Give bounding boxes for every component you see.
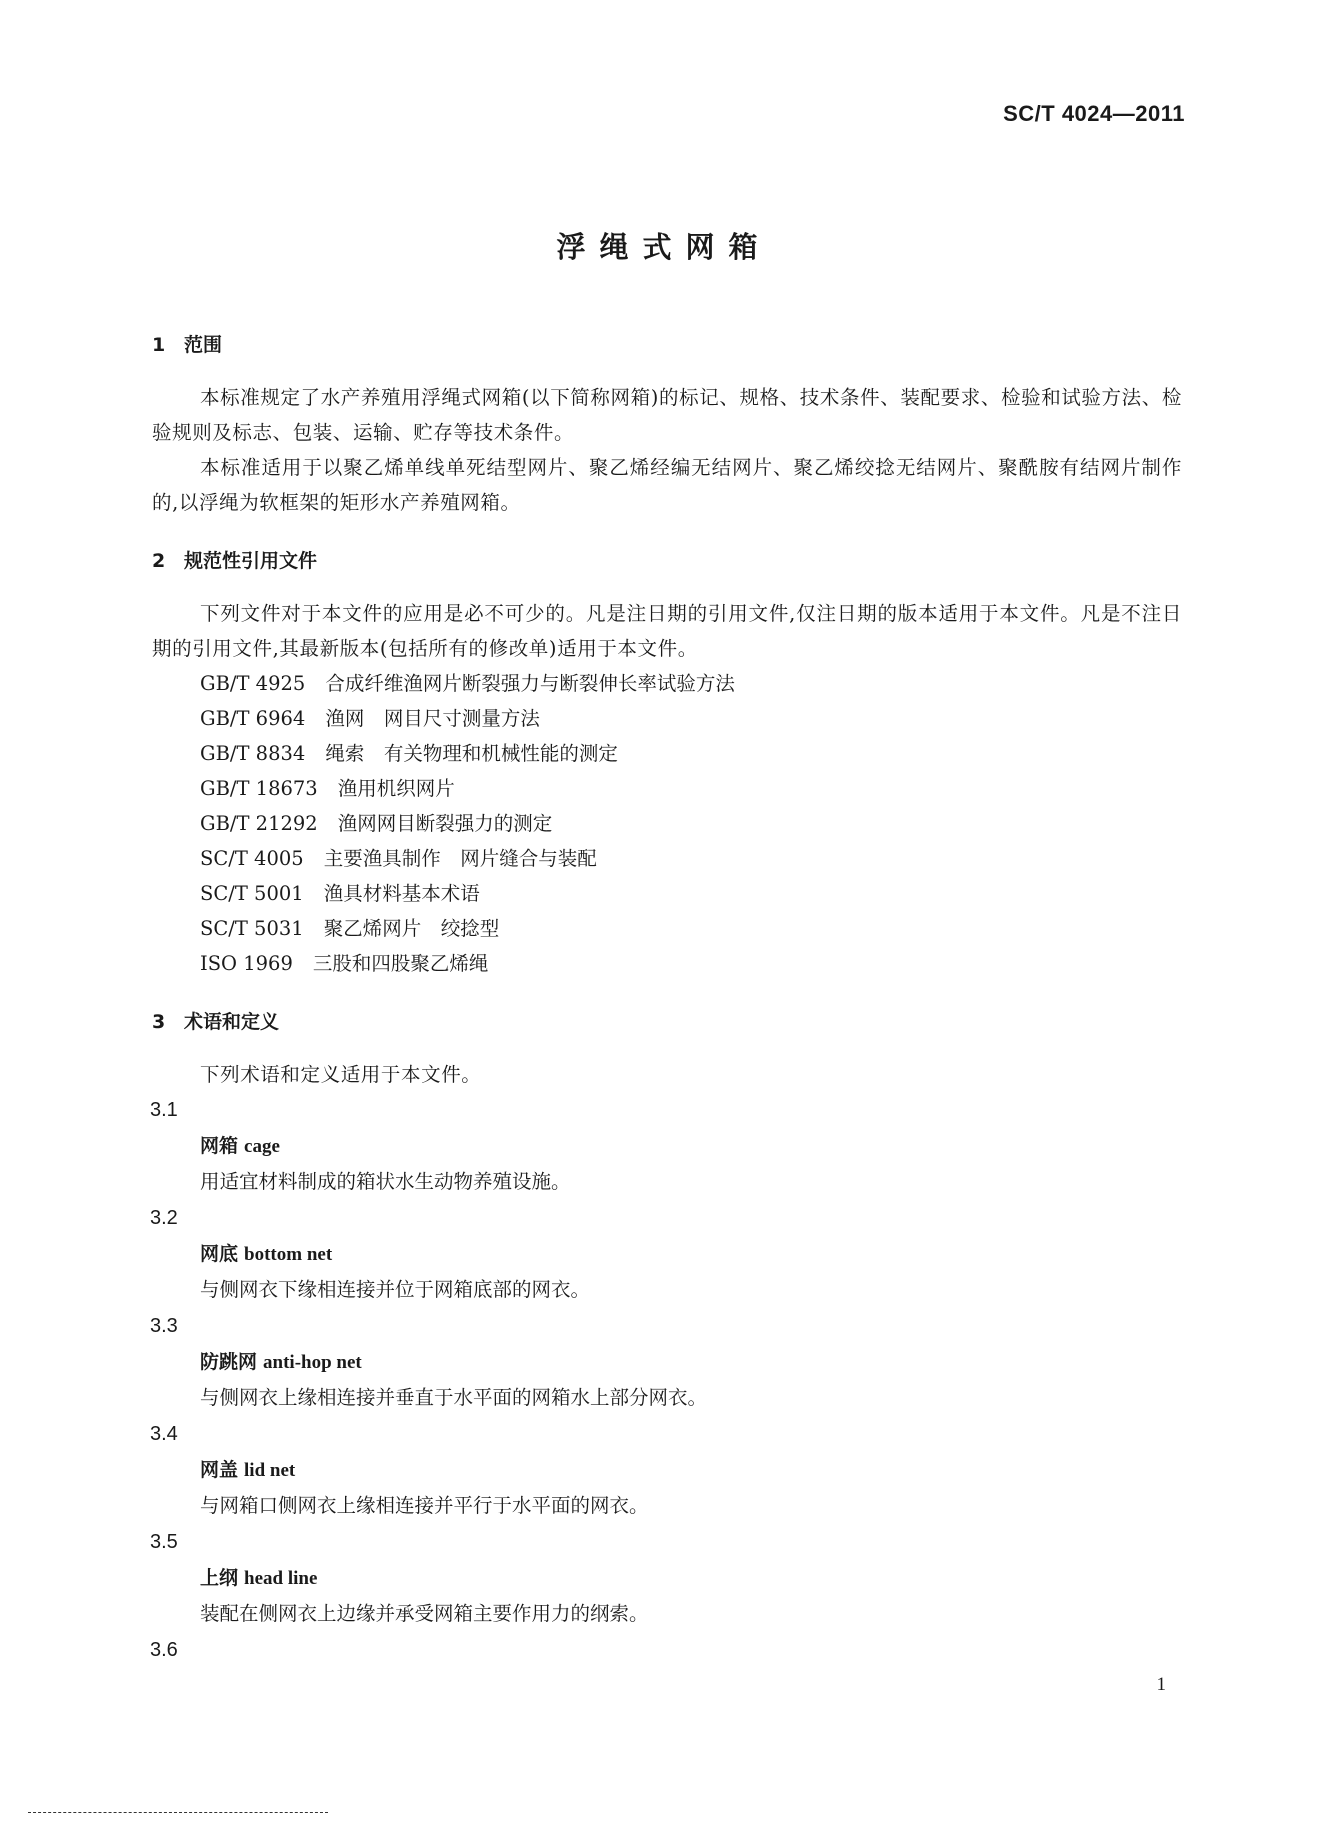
term-definition: 与侧网衣上缘相连接并垂直于水平面的网箱水上部分网衣。 (200, 1386, 708, 1409)
reference-title: 渔网 网目尺寸测量方法 (325, 707, 540, 730)
reference-item (200, 771, 1182, 806)
term-zh: 上纲 (200, 1567, 239, 1589)
footer-rule (28, 1812, 328, 1813)
reference-item (200, 841, 1182, 876)
term-number: 3.6 (150, 1639, 178, 1661)
term-name (200, 1344, 1182, 1380)
scope-paragraph: 本标准规定了水产养殖用浮绳式网箱(以下简称网箱)的标记、规格、技术条件、装配要求、检验和试验方法、检验规则及标志、包装、运输、贮存等技术条件。 (152, 386, 1182, 444)
term-name (200, 1128, 1182, 1164)
section-title: 范围 (184, 334, 223, 356)
term-entry (152, 1200, 1182, 1308)
term-en: anti-hop net (263, 1352, 362, 1373)
term-zh: 防跳网 (200, 1351, 258, 1373)
term-entry (152, 1092, 1182, 1200)
reference-item (200, 876, 1182, 911)
reference-item (200, 736, 1182, 771)
term-number: 3.2 (150, 1207, 178, 1229)
reference-code: GB/T 18673 (200, 777, 318, 800)
reference-item (200, 666, 1182, 701)
term-definition: 与网箱口侧网衣上缘相连接并平行于水平面的网衣。 (200, 1494, 649, 1517)
section-number: 1 (152, 334, 166, 356)
reference-title: 主要渔具制作 网片缝合与装配 (323, 847, 597, 870)
reference-item (200, 911, 1182, 946)
term-zh: 网盖 (200, 1459, 239, 1481)
reference-item (200, 806, 1182, 841)
reference-title: 聚乙烯网片 绞捻型 (323, 917, 500, 940)
reference-code: GB/T 4925 (200, 672, 306, 695)
term-entry (152, 1416, 1182, 1524)
term-number: 3.4 (150, 1423, 178, 1445)
term-zh: 网箱 (200, 1135, 239, 1157)
section-heading-scope (152, 328, 1182, 362)
term-number: 3.5 (150, 1531, 178, 1553)
reference-code: GB/T 21292 (200, 812, 318, 835)
reference-title: 渔网网目断裂强力的测定 (337, 812, 553, 835)
reference-item (200, 701, 1182, 736)
standard-code: SC/T 4024—2011 (1003, 101, 1185, 126)
section-heading-references (152, 544, 1182, 578)
term-definition: 装配在侧网衣上边缘并承受网箱主要作用力的纲索。 (200, 1602, 649, 1625)
reference-title: 渔用机织网片 (337, 777, 455, 800)
reference-code: GB/T 6964 (200, 707, 306, 730)
term-name (200, 1452, 1182, 1488)
section-number: 3 (152, 1011, 166, 1033)
term-definition: 与侧网衣下缘相连接并位于网箱底部的网衣。 (200, 1278, 591, 1301)
reference-code: ISO 1969 (200, 952, 293, 975)
term-entry (152, 1524, 1182, 1632)
references-intro: 下列文件对于本文件的应用是必不可少的。凡是注日期的引用文件,仅注日期的版本适用于本文件。凡是不注日期的引用文件,其最新版本(包括所有的修改单)适用于本文件。 (152, 602, 1182, 660)
term-definition: 用适宜材料制成的箱状水生动物养殖设施。 (200, 1170, 571, 1193)
document-body (152, 328, 1182, 1668)
section-heading-terms (152, 1005, 1182, 1039)
reference-title: 合成纤维渔网片断裂强力与断裂伸长率试验方法 (325, 672, 735, 695)
reference-code: GB/T 8834 (200, 742, 306, 765)
section-title: 规范性引用文件 (184, 550, 318, 572)
scope-paragraph: 本标准适用于以聚乙烯单线单死结型网片、聚乙烯经编无结网片、聚乙烯绞捻无结网片、聚酰胺有结网片制作的,以浮绳为软框架的矩形水产养殖网箱。 (152, 456, 1182, 514)
reference-code: SC/T 5031 (200, 917, 304, 940)
reference-title: 三股和四股聚乙烯绳 (312, 952, 489, 975)
term-name (200, 1560, 1182, 1596)
page-number: 1 (1156, 1674, 1166, 1695)
reference-title: 渔具材料基本术语 (323, 882, 480, 905)
reference-code: SC/T 4005 (200, 847, 304, 870)
reference-list (200, 666, 1182, 981)
reference-code: SC/T 5001 (200, 882, 304, 905)
term-en: lid net (244, 1460, 296, 1481)
term-en: cage (244, 1136, 280, 1157)
term-number: 3.1 (150, 1099, 178, 1121)
term-number: 3.3 (150, 1315, 178, 1337)
term-en: bottom net (244, 1244, 333, 1265)
term-en: head line (244, 1568, 318, 1589)
reference-item (200, 946, 1182, 981)
term-name (200, 1236, 1182, 1272)
terms-intro: 下列术语和定义适用于本文件。 (200, 1063, 482, 1086)
section-number: 2 (152, 550, 166, 572)
document-title: 浮绳式网箱 (556, 230, 772, 264)
reference-title: 绳索 有关物理和机械性能的测定 (325, 742, 618, 765)
term-entry (152, 1308, 1182, 1416)
term-zh: 网底 (200, 1243, 239, 1265)
section-title: 术语和定义 (184, 1011, 280, 1033)
